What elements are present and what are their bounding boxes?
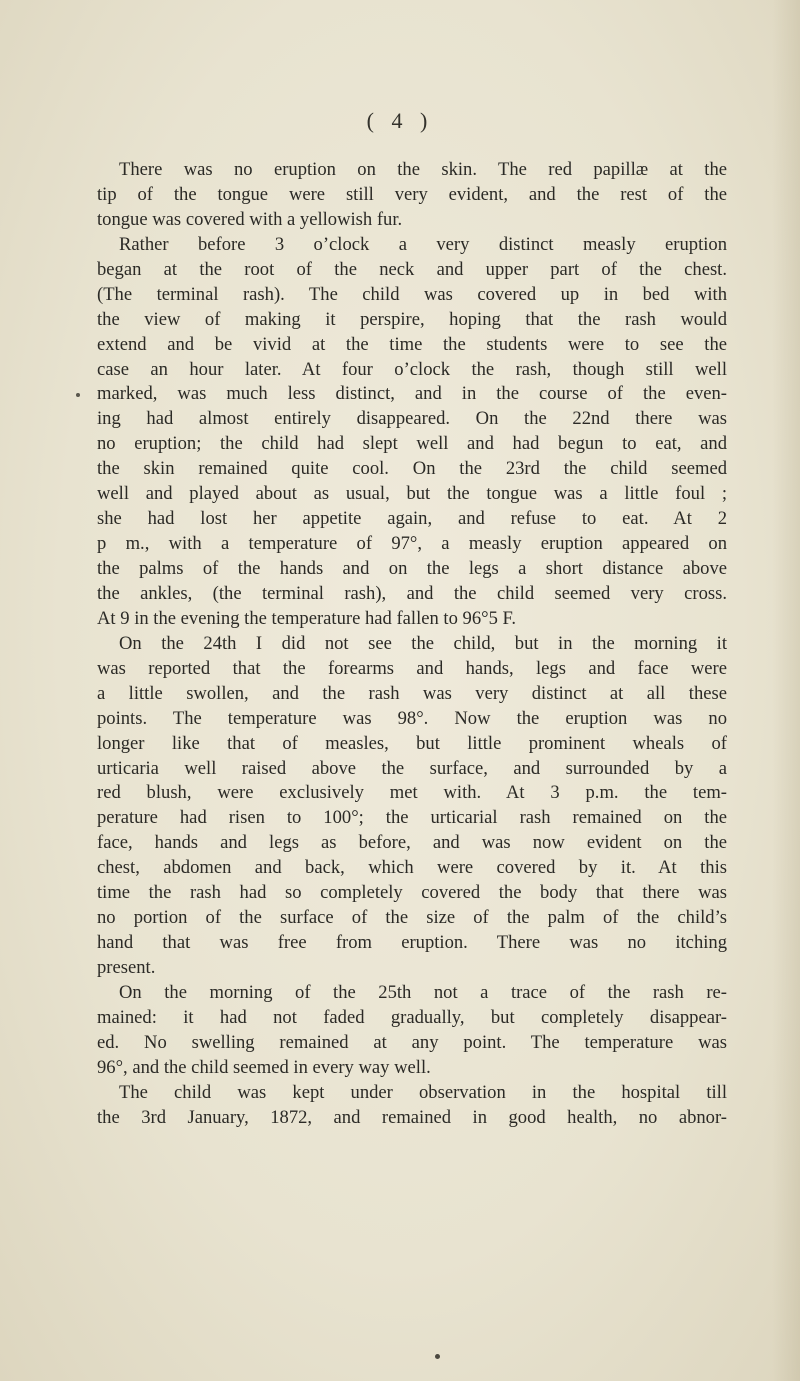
ink-speck xyxy=(435,1354,440,1359)
text-line: (The terminal rash). The child was covered up in bed with xyxy=(97,283,727,305)
text-line: tip of the tongue were still very evident, and the rest of the xyxy=(97,183,727,205)
text-line: extend and be vivid at the time the students were to see the xyxy=(97,333,727,355)
page-number: ( 4 ) xyxy=(366,108,434,133)
margin-mark xyxy=(76,393,80,397)
text-line: the palms of the hands and on the legs a short distance above xyxy=(97,558,727,579)
page-edge-shadow xyxy=(772,0,800,1381)
text-line: was reported that the forearms and hands, legs and face were xyxy=(97,657,727,679)
text-line: p m., with a temperature of 97°, a measly eruption appeared on xyxy=(97,533,727,555)
text-line: longer like that of measles, but little prominent wheals of xyxy=(97,732,727,754)
text-line: no portion of the surface of the size of the palm of the child’s xyxy=(97,907,727,929)
text-line: 96°, and the child seemed in every way well. xyxy=(97,1056,431,1078)
text-line: time the rash had so completely covered the body that there was xyxy=(97,882,727,904)
text-line: chest, abdomen and back, which were covered by it. At this xyxy=(97,857,727,879)
text-line: On the 24th I did not see the child, but in the morning it xyxy=(119,632,727,654)
text-line: There was no eruption on the skin. The red papillæ at the xyxy=(119,159,727,180)
text-line: The child was kept under observation in the hospital till xyxy=(119,1081,727,1103)
text-line: hand that was free from eruption. There was no itching xyxy=(97,932,727,954)
text-line: marked, was much less distinct, and in the course of the even- xyxy=(97,383,727,405)
text-line: began at the root of the neck and upper part of the chest. xyxy=(97,258,727,280)
text-line: ing had almost entirely disappeared. On the 22nd there was xyxy=(97,408,727,430)
text-line: points. The temperature was 98°. Now the eruption was no xyxy=(97,707,727,729)
body-text xyxy=(97,158,727,1131)
text-line: face, hands and legs as before, and was now evident on the xyxy=(97,832,727,854)
text-line: the view of making it perspire, hoping that the rash would xyxy=(97,308,727,330)
text-line: a little swollen, and the rash was very distinct at all these xyxy=(97,682,727,704)
text-line: On the morning of the 25th not a trace of the rash re- xyxy=(119,981,727,1003)
text-line: well and played about as usual, but the tongue was a little foul ; xyxy=(97,483,727,505)
text-line: ed. No swelling remained at any point. The temperature was xyxy=(97,1031,727,1053)
text-line: Rather before 3 o’clock a very distinct measly eruption xyxy=(119,233,727,255)
text-line: she had lost her appetite again, and refuse to eat. At 2 xyxy=(97,508,727,530)
text-line: urticaria well raised above the surface, and surrounded by a xyxy=(97,757,727,779)
text-line: present. xyxy=(97,957,156,978)
text-line: the skin remained quite cool. On the 23rd the child seemed xyxy=(97,458,727,480)
text-line: the ankles, (the terminal rash), and the child seemed very cross. xyxy=(97,582,727,604)
text-line: At 9 in the evening the temperature had fallen to 96°5 F. xyxy=(97,607,517,629)
text-line: tongue was covered with a yellowish fur. xyxy=(97,208,403,230)
text-line: perature had risen to 100°; the urticarial rash remained on the xyxy=(97,807,727,829)
text-line: no eruption; the child had slept well and had begun to eat, and xyxy=(97,433,727,455)
text-line: red blush, were exclusively met with. At 3 p.m. the tem- xyxy=(97,782,727,804)
text-line: case an hour later. At four o’clock the rash, though still well xyxy=(97,358,727,380)
text-line: the 3rd January, 1872, and remained in good health, no abnor- xyxy=(97,1106,727,1128)
text-line: mained: it had not faded gradually, but completely disappear- xyxy=(97,1006,727,1028)
